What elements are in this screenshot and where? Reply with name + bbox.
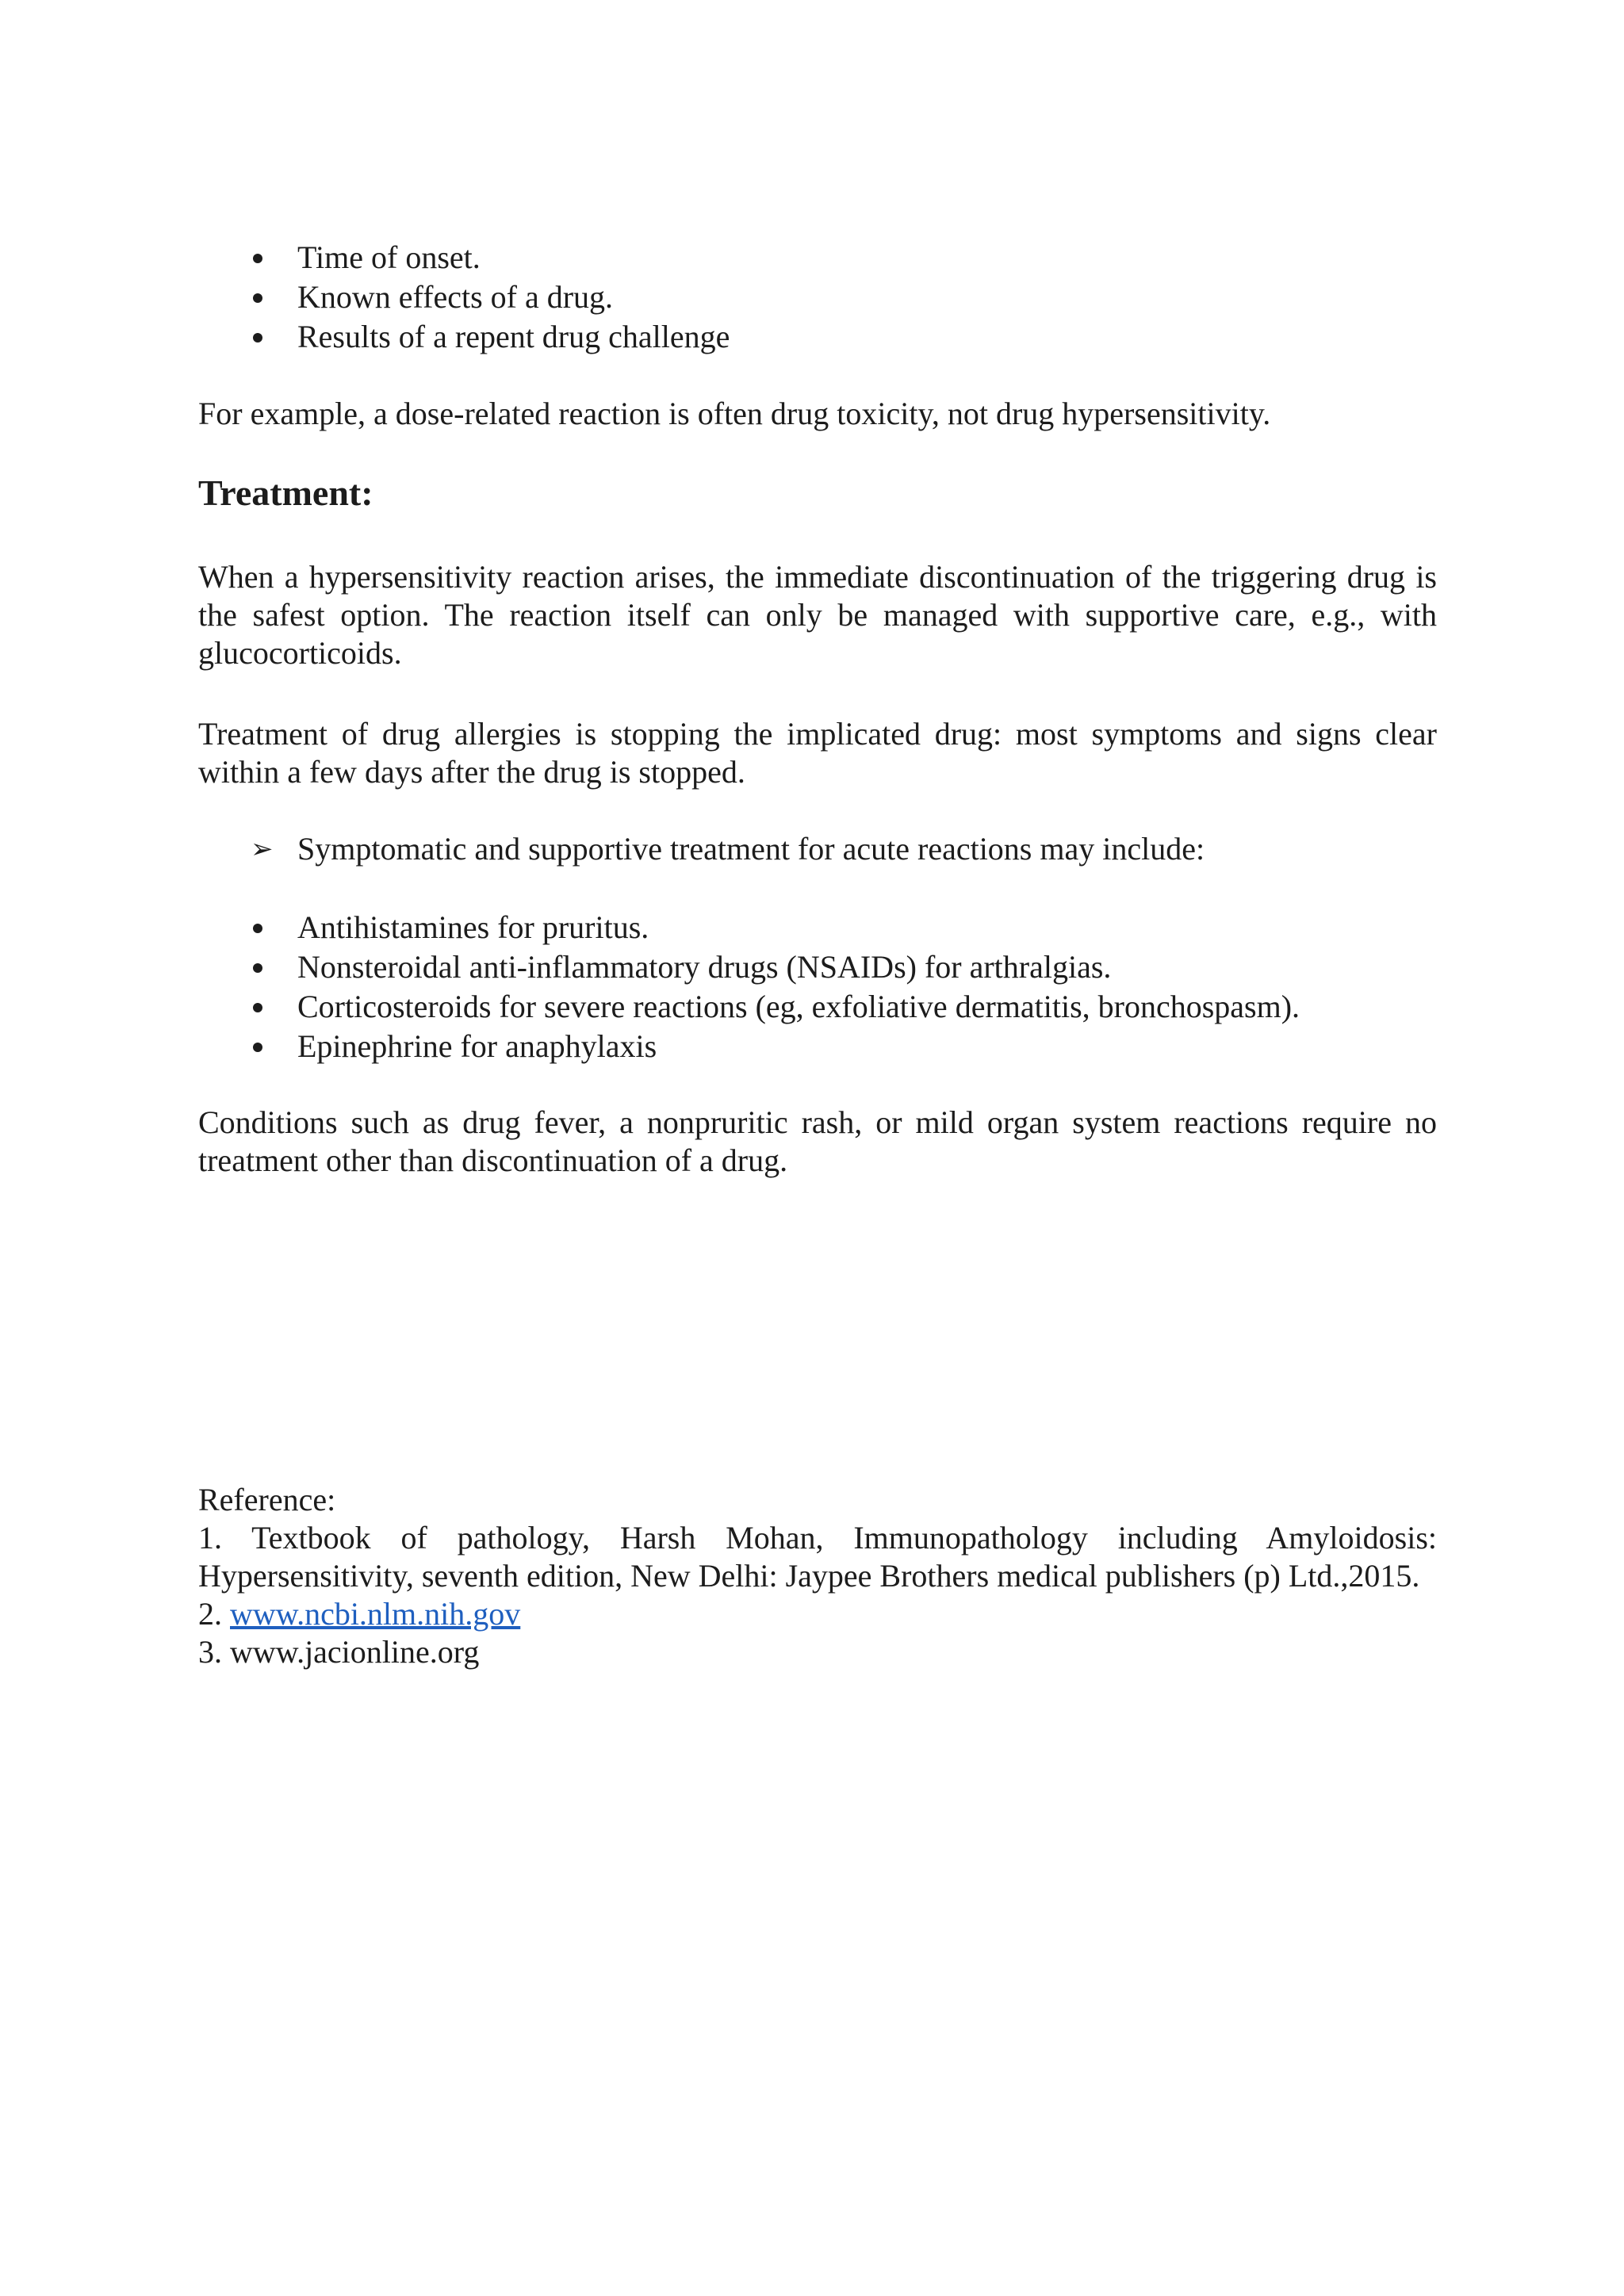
example-paragraph-block bbox=[198, 395, 1437, 433]
treatment-heading: Treatment: bbox=[198, 473, 373, 513]
conditions-paragraph-block bbox=[198, 1104, 1437, 1180]
list-item: Corticosteroids for severe reactions (eg, exfoliative dermatitis, bronchospasm). bbox=[198, 987, 1437, 1027]
bullet-icon bbox=[253, 254, 262, 263]
treatment-paragraph-2-block bbox=[198, 715, 1437, 791]
list-item: Nonsteroidal anti-inflammatory drugs (NSAIDs) for arthralgias. bbox=[198, 947, 1437, 987]
list-item: Antihistamines for pruritus. bbox=[198, 908, 1437, 947]
references-label: Reference: bbox=[198, 1482, 336, 1517]
treatment-paragraph-1: When a hypersensitivity reaction arises, the immediate discontinuation of the triggering drug is the safest option. The reaction itself can only be managed with supportive care, e.g., with glucocorticoids. bbox=[198, 559, 1437, 671]
list-item: Results of a repent drug challenge bbox=[198, 317, 1437, 357]
references-section bbox=[198, 1481, 1437, 1671]
list-item: Known effects of a drug. bbox=[198, 277, 1437, 317]
bullet-icon bbox=[253, 963, 262, 973]
list-item: Epinephrine for anaphylaxis bbox=[198, 1027, 1437, 1066]
arrow-item-block bbox=[198, 829, 1437, 869]
treatment-paragraph-1-block bbox=[198, 558, 1437, 672]
treatment-heading-block bbox=[198, 471, 1437, 515]
reference-1: 1. Textbook of pathology, Harsh Mohan, Immunopathology including Amyloidosis: Hypersensitivity, seventh edition, New Delhi: Jaypee Brothers medical publishers (p) Ltd.,2015. bbox=[198, 1520, 1437, 1594]
bullet-icon bbox=[253, 1003, 262, 1012]
example-paragraph: For example, a dose-related reaction is often drug toxicity, not drug hypersensitivity. bbox=[198, 396, 1271, 431]
ncbi-link[interactable]: www.ncbi.nlm.nih.gov bbox=[230, 1596, 521, 1632]
bullet-icon bbox=[253, 333, 262, 342]
bullet-icon bbox=[253, 924, 262, 933]
top-bullet-list bbox=[198, 238, 1437, 357]
bullet-icon bbox=[253, 1043, 262, 1052]
reference-2: 2. www.ncbi.nlm.nih.gov bbox=[198, 1596, 521, 1632]
treatment-bullet-list bbox=[198, 908, 1437, 1066]
arrow-right-icon: ➢ bbox=[251, 833, 274, 865]
reference-3: 3. www.jacionline.org bbox=[198, 1634, 480, 1670]
conditions-paragraph: Conditions such as drug fever, a nonpruritic rash, or mild organ system reactions require no treatment other than discontinuation of a drug. bbox=[198, 1104, 1437, 1178]
bullet-icon bbox=[253, 293, 262, 303]
arrow-list-item: ➢ Symptomatic and supportive treatment for acute reactions may include: bbox=[198, 829, 1437, 869]
treatment-paragraph-2: Treatment of drug allergies is stopping the implicated drug: most symptoms and signs clear within a few days after the drug is stopped. bbox=[198, 716, 1437, 790]
list-item: Time of onset. bbox=[198, 238, 1437, 277]
